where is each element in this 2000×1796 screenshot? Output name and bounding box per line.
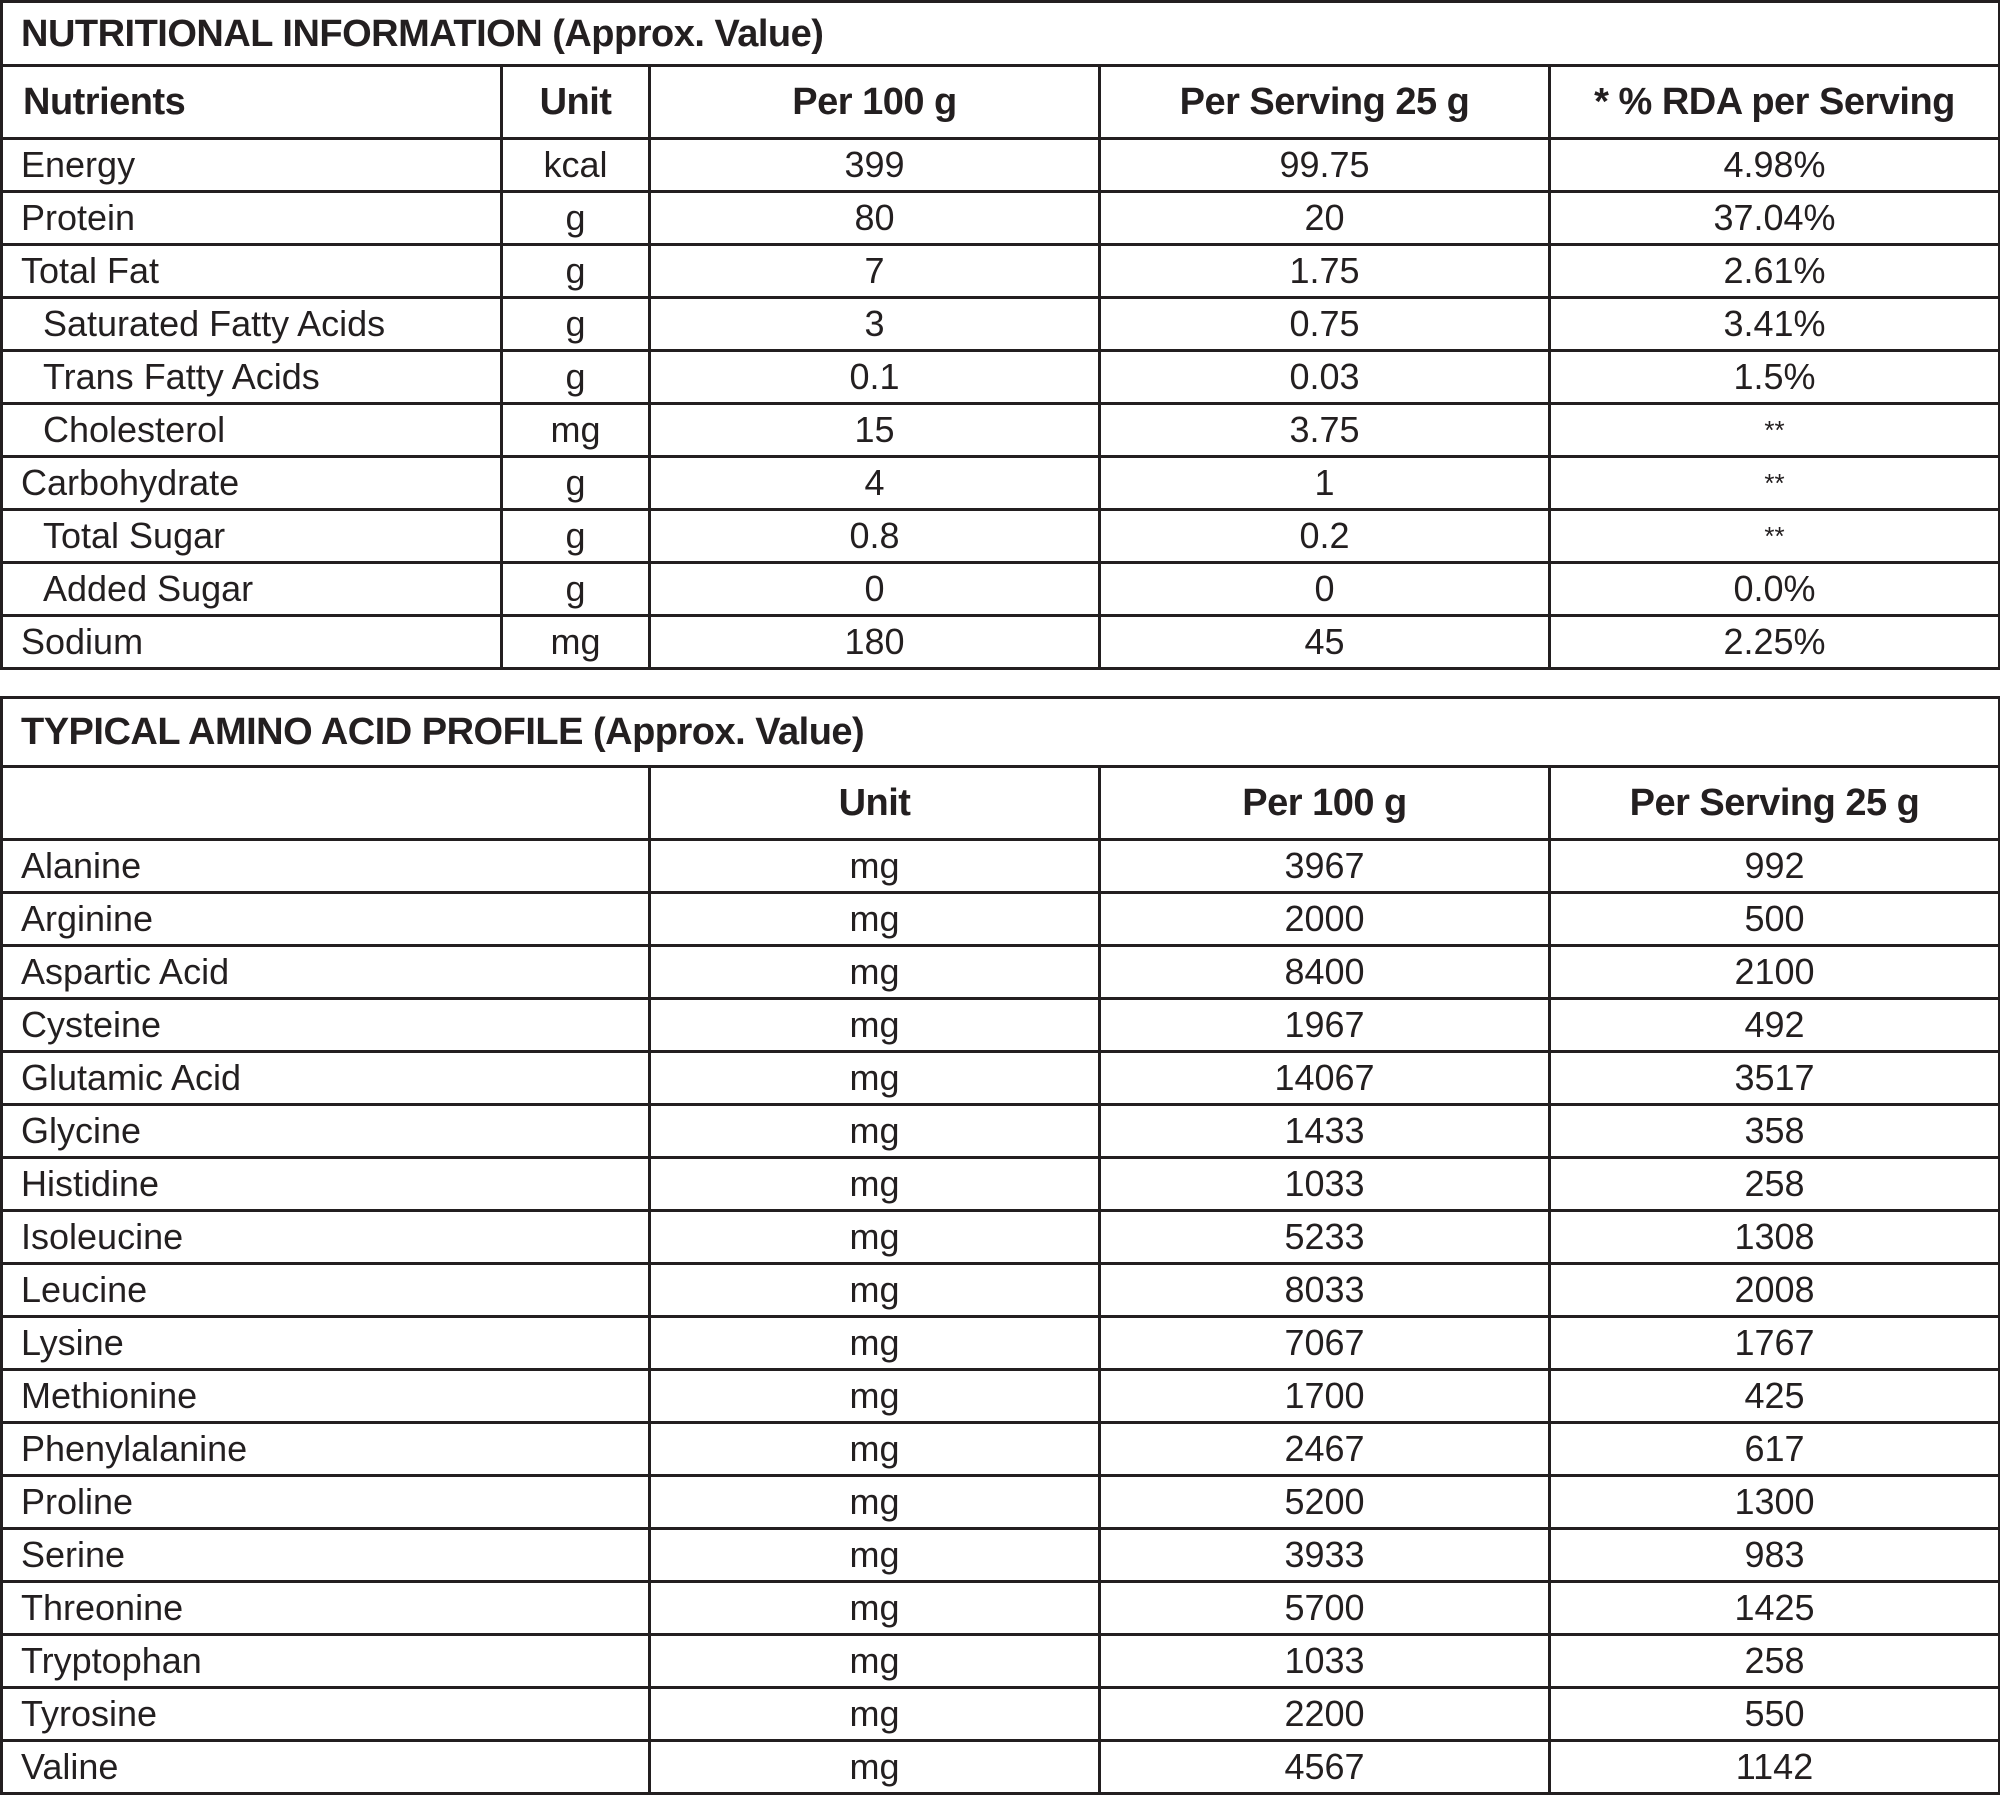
amino-acid-per-100g: 3933 <box>1100 1529 1550 1582</box>
amino-acid-per-100g: 8033 <box>1100 1264 1550 1317</box>
amino-acid-per-100g: 7067 <box>1100 1317 1550 1370</box>
nutrient-per-100g: 0.8 <box>650 510 1100 563</box>
amino-acid-name: Isoleucine <box>2 1211 650 1264</box>
amino-acid-unit: mg <box>650 1317 1100 1370</box>
unit-column-header: Unit <box>502 66 650 139</box>
amino-acid-unit: mg <box>650 1476 1100 1529</box>
rda-column-header: * % RDA per Serving <box>1550 66 2000 139</box>
amino-acid-per-serving: 500 <box>1550 893 2000 946</box>
amino-acid-unit: mg <box>650 1105 1100 1158</box>
amino-unit-column-header: Unit <box>650 767 1100 840</box>
amino-acid-name: Threonine <box>2 1582 650 1635</box>
table-row <box>2 192 2000 245</box>
table-row <box>2 1317 2000 1370</box>
nutrient-name: Total Fat <box>2 245 502 298</box>
nutrient-name: Protein <box>2 192 502 245</box>
table-row <box>2 457 2000 510</box>
amino-acid-name: Cysteine <box>2 999 650 1052</box>
nutrient-rda: ** <box>1550 510 2000 563</box>
amino-acid-per-serving: 3517 <box>1550 1052 2000 1105</box>
amino-acid-unit: mg <box>650 1582 1100 1635</box>
amino-acid-name: Alanine <box>2 840 650 893</box>
amino-acid-per-serving: 258 <box>1550 1158 2000 1211</box>
amino-acid-per-100g: 1033 <box>1100 1158 1550 1211</box>
amino-acid-unit: mg <box>650 1052 1100 1105</box>
table-row <box>2 1158 2000 1211</box>
table-row <box>2 1476 2000 1529</box>
amino-acid-per-serving: 1300 <box>1550 1476 2000 1529</box>
nutrient-per-serving: 0.03 <box>1100 351 1550 404</box>
amino-acid-per-100g: 5233 <box>1100 1211 1550 1264</box>
amino-name-column-header <box>2 767 650 840</box>
nutrient-per-serving: 3.75 <box>1100 404 1550 457</box>
amino-acid-per-serving: 983 <box>1550 1529 2000 1582</box>
amino-acid-per-100g: 1033 <box>1100 1635 1550 1688</box>
nutrient-per-serving: 0.2 <box>1100 510 1550 563</box>
nutrient-unit: kcal <box>502 139 650 192</box>
amino-acid-per-serving: 358 <box>1550 1105 2000 1158</box>
nutrient-name: Added Sugar <box>2 563 502 616</box>
table-row <box>2 1211 2000 1264</box>
table-row <box>2 404 2000 457</box>
amino-acid-per-100g: 2467 <box>1100 1423 1550 1476</box>
table-row <box>2 245 2000 298</box>
nutrient-name: Carbohydrate <box>2 457 502 510</box>
nutrition-header-row <box>2 66 2000 139</box>
nutrient-per-100g: 80 <box>650 192 1100 245</box>
nutrient-per-100g: 3 <box>650 298 1100 351</box>
nutrient-rda: ** <box>1550 404 2000 457</box>
nutrient-per-100g: 0 <box>650 563 1100 616</box>
amino-table-title: TYPICAL AMINO ACID PROFILE (Approx. Value) <box>2 698 2000 767</box>
nutrient-name: Cholesterol <box>2 404 502 457</box>
amino-acid-name: Arginine <box>2 893 650 946</box>
nutrient-unit: mg <box>502 404 650 457</box>
nutrient-name: Total Sugar <box>2 510 502 563</box>
table-row <box>2 139 2000 192</box>
nutrient-per-serving: 0.75 <box>1100 298 1550 351</box>
nutrient-per-serving: 1 <box>1100 457 1550 510</box>
nutrient-per-serving: 99.75 <box>1100 139 1550 192</box>
amino-acid-unit: mg <box>650 1688 1100 1741</box>
amino-acid-per-serving: 2008 <box>1550 1264 2000 1317</box>
table-row <box>2 351 2000 404</box>
nutrient-rda: 2.25% <box>1550 616 2000 669</box>
amino-acid-unit: mg <box>650 1423 1100 1476</box>
amino-acid-profile-table <box>0 696 2000 1795</box>
amino-acid-unit: mg <box>650 1264 1100 1317</box>
table-row <box>2 1529 2000 1582</box>
amino-acid-per-serving: 1308 <box>1550 1211 2000 1264</box>
amino-acid-unit: mg <box>650 1529 1100 1582</box>
table-row <box>2 510 2000 563</box>
nutrient-per-100g: 180 <box>650 616 1100 669</box>
amino-acid-per-100g: 5200 <box>1100 1476 1550 1529</box>
table-row <box>2 1370 2000 1423</box>
table-row <box>2 1264 2000 1317</box>
amino-acid-per-100g: 4567 <box>1100 1741 1550 1794</box>
nutrient-per-serving: 20 <box>1100 192 1550 245</box>
amino-acid-per-serving: 2100 <box>1550 946 2000 999</box>
amino-acid-unit: mg <box>650 999 1100 1052</box>
amino-acid-per-100g: 2000 <box>1100 893 1550 946</box>
amino-acid-name: Methionine <box>2 1370 650 1423</box>
nutrient-unit: mg <box>502 616 650 669</box>
table-row <box>2 298 2000 351</box>
nutrient-rda: ** <box>1550 457 2000 510</box>
amino-acid-per-serving: 492 <box>1550 999 2000 1052</box>
amino-acid-name: Tryptophan <box>2 1635 650 1688</box>
amino-acid-per-serving: 258 <box>1550 1635 2000 1688</box>
nutrient-per-100g: 7 <box>650 245 1100 298</box>
table-row <box>2 1741 2000 1794</box>
nutrient-rda: 37.04% <box>1550 192 2000 245</box>
nutrient-unit: g <box>502 563 650 616</box>
table-row <box>2 1582 2000 1635</box>
amino-acid-unit: mg <box>650 1635 1100 1688</box>
amino-acid-per-serving: 1767 <box>1550 1317 2000 1370</box>
amino-acid-name: Glutamic Acid <box>2 1052 650 1105</box>
nutrient-per-serving: 45 <box>1100 616 1550 669</box>
amino-acid-per-serving: 992 <box>1550 840 2000 893</box>
amino-acid-per-100g: 5700 <box>1100 1582 1550 1635</box>
table-row <box>2 1052 2000 1105</box>
table-row <box>2 1688 2000 1741</box>
per-serving-column-header: Per Serving 25 g <box>1100 66 1550 139</box>
nutrient-per-100g: 399 <box>650 139 1100 192</box>
amino-acid-per-100g: 1700 <box>1100 1370 1550 1423</box>
nutrition-title-row <box>2 2 2000 66</box>
nutrient-rda: 2.61% <box>1550 245 2000 298</box>
nutrient-per-100g: 15 <box>650 404 1100 457</box>
amino-header-row <box>2 767 2000 840</box>
amino-acid-per-serving: 1425 <box>1550 1582 2000 1635</box>
amino-acid-name: Tyrosine <box>2 1688 650 1741</box>
nutrient-rda: 3.41% <box>1550 298 2000 351</box>
nutrient-per-100g: 4 <box>650 457 1100 510</box>
amino-acid-per-100g: 1433 <box>1100 1105 1550 1158</box>
nutrient-per-serving: 1.75 <box>1100 245 1550 298</box>
nutrition-table-title: NUTRITIONAL INFORMATION (Approx. Value) <box>2 2 2000 66</box>
amino-acid-name: Serine <box>2 1529 650 1582</box>
amino-acid-per-100g: 3967 <box>1100 840 1550 893</box>
nutrient-name: Energy <box>2 139 502 192</box>
amino-acid-per-100g: 2200 <box>1100 1688 1550 1741</box>
amino-acid-name: Valine <box>2 1741 650 1794</box>
amino-per-serving-column-header: Per Serving 25 g <box>1550 767 2000 840</box>
nutrient-rda: 0.0% <box>1550 563 2000 616</box>
nutrient-unit: g <box>502 351 650 404</box>
table-row <box>2 999 2000 1052</box>
per-100g-column-header: Per 100 g <box>650 66 1100 139</box>
amino-per-100g-column-header: Per 100 g <box>1100 767 1550 840</box>
nutrient-unit: g <box>502 192 650 245</box>
amino-acid-unit: mg <box>650 1158 1100 1211</box>
table-row <box>2 1635 2000 1688</box>
table-row <box>2 616 2000 669</box>
amino-acid-unit: mg <box>650 1370 1100 1423</box>
nutrient-rda: 4.98% <box>1550 139 2000 192</box>
amino-acid-per-serving: 425 <box>1550 1370 2000 1423</box>
amino-acid-per-serving: 1142 <box>1550 1741 2000 1794</box>
amino-acid-per-100g: 1967 <box>1100 999 1550 1052</box>
amino-acid-unit: mg <box>650 840 1100 893</box>
amino-acid-per-100g: 8400 <box>1100 946 1550 999</box>
amino-acid-name: Aspartic Acid <box>2 946 650 999</box>
amino-acid-unit: mg <box>650 1741 1100 1794</box>
table-row <box>2 840 2000 893</box>
table-row <box>2 1105 2000 1158</box>
amino-acid-name: Leucine <box>2 1264 650 1317</box>
amino-acid-unit: mg <box>650 946 1100 999</box>
nutrient-unit: g <box>502 510 650 563</box>
nutrient-unit: g <box>502 245 650 298</box>
amino-acid-unit: mg <box>650 1211 1100 1264</box>
nutrient-name: Sodium <box>2 616 502 669</box>
table-row <box>2 946 2000 999</box>
amino-acid-per-serving: 550 <box>1550 1688 2000 1741</box>
table-row <box>2 893 2000 946</box>
nutrient-per-100g: 0.1 <box>650 351 1100 404</box>
nutrient-per-serving: 0 <box>1100 563 1550 616</box>
amino-acid-name: Phenylalanine <box>2 1423 650 1476</box>
nutrient-rda: 1.5% <box>1550 351 2000 404</box>
amino-acid-per-serving: 617 <box>1550 1423 2000 1476</box>
table-row <box>2 1423 2000 1476</box>
nutrient-name: Trans Fatty Acids <box>2 351 502 404</box>
nutrient-unit: g <box>502 457 650 510</box>
nutrient-unit: g <box>502 298 650 351</box>
amino-acid-name: Proline <box>2 1476 650 1529</box>
amino-title-row <box>2 698 2000 767</box>
table-row <box>2 563 2000 616</box>
amino-acid-name: Glycine <box>2 1105 650 1158</box>
amino-acid-name: Histidine <box>2 1158 650 1211</box>
nutritional-information-table <box>0 0 2000 670</box>
amino-acid-per-100g: 14067 <box>1100 1052 1550 1105</box>
nutrient-name: Saturated Fatty Acids <box>2 298 502 351</box>
amino-acid-unit: mg <box>650 893 1100 946</box>
nutrients-column-header: Nutrients <box>2 66 502 139</box>
amino-acid-name: Lysine <box>2 1317 650 1370</box>
